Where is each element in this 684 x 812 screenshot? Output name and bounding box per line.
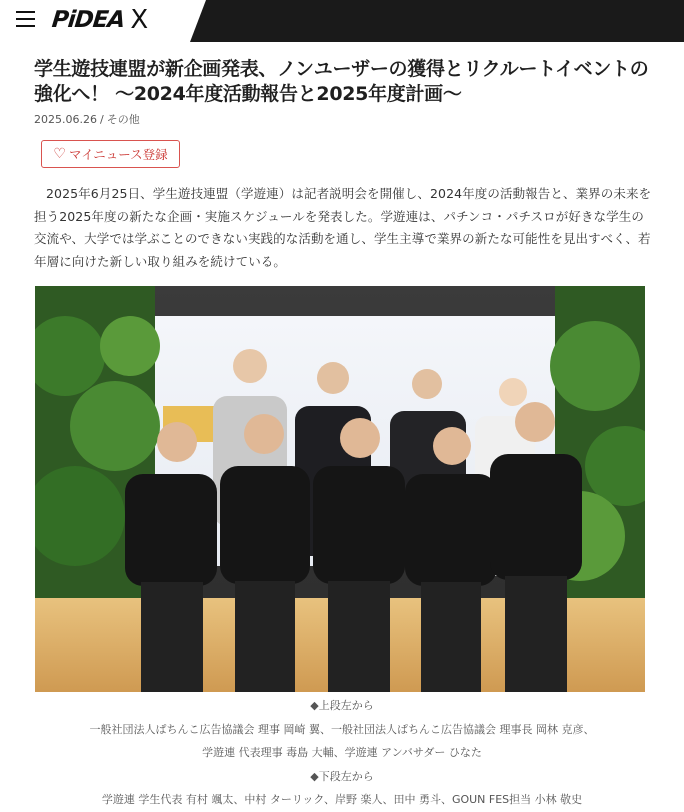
logo-wordmark: PiDEA <box>50 7 126 33</box>
site-header <box>0 0 684 42</box>
heart-icon: ♡ <box>53 146 66 162</box>
photo-captions <box>0 694 684 812</box>
caption-line: 一般社団法人ぱちんこ広告協議会 理事 岡崎 翼、一般社団法人ぱちんこ広告協議会 理事長 岡林 克彦、 <box>89 722 595 736</box>
article-category[interactable]: その他 <box>106 113 140 126</box>
caption-line: ◆下段左から <box>310 769 374 783</box>
article-date: 2025.06.26 <box>34 113 97 126</box>
site-logo[interactable] <box>52 6 148 34</box>
mynews-register-label: マイニュース登録 <box>68 147 168 162</box>
logo-x-mark: X <box>130 5 149 35</box>
mynews-register-button[interactable] <box>41 140 180 168</box>
hamburger-menu-icon[interactable] <box>16 11 36 29</box>
article-body: 2025年6月25日、学生遊技連盟（学遊連）は記者説明会を開催し、2024年度の活動報告と、業界の未来を担う2025年度の新たな企画・実施スケジュールを発表した。学遊連は、パチンコ・パチスロが好きな学生の交流や、大学では学ぶことのできない実践的な活動を通し、学生主導で業界の新たな可能性を見出すべく、若年層に向けた新しい取り組みを続けている。 <box>34 186 652 269</box>
article-meta: 2025.06.26 / その他 <box>34 113 140 126</box>
article-photo <box>35 286 645 692</box>
caption-line: ◆上段左から <box>310 699 374 712</box>
article-title: 学生遊技連盟が新企画発表、ノンユーザーの獲得とリクルートイベントの強化へ！ 〜2024年度活動報告と2025年度計画〜 <box>34 58 649 105</box>
caption-line: 学遊連 代表理事 毒島 大輔、学遊連 アンバサダー ひなた <box>202 746 482 759</box>
caption-line: 学遊連 学生代表 有村 颯太、中村 ターリック、岸野 楽人、田中 勇斗、GOUN FES担当 小林 敬史 <box>101 793 583 806</box>
